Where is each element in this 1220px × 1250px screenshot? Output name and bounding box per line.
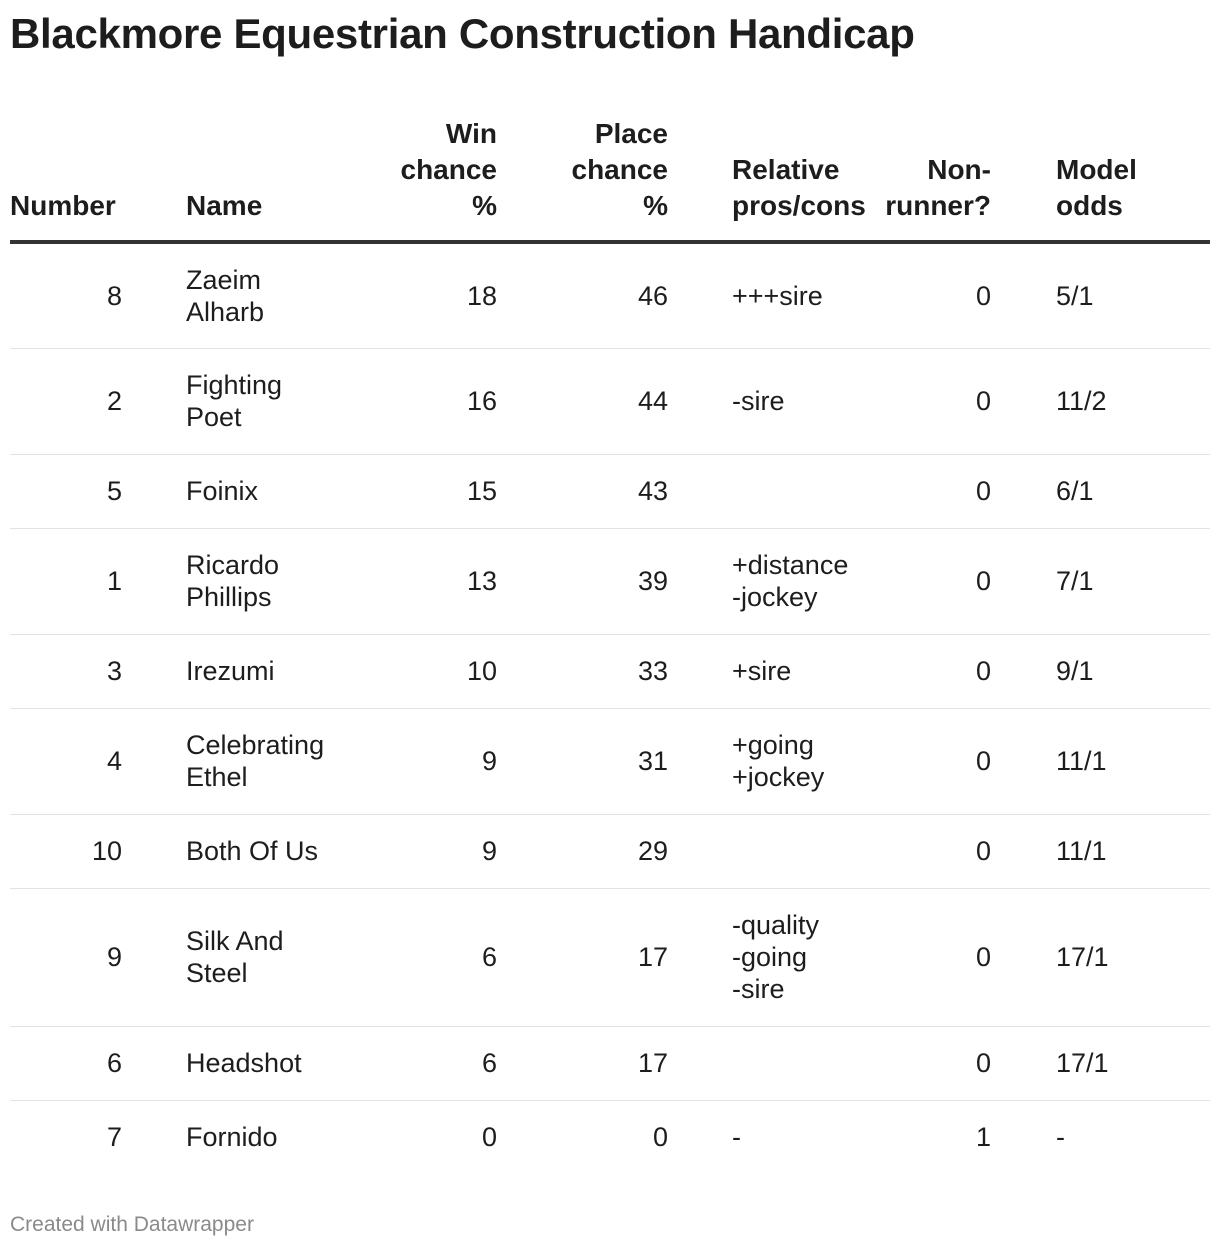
table-row: [10, 1100, 1210, 1174]
cell-non-runner: 0: [875, 528, 1016, 634]
cell-number: 5: [10, 454, 186, 528]
cell-number: 6: [10, 1026, 186, 1100]
cell-place-chance: 39: [497, 528, 668, 634]
table-row: [10, 454, 1210, 528]
cell-non-runner: 0: [875, 814, 1016, 888]
cell-number: 1: [10, 528, 186, 634]
cell-win-chance: 6: [360, 888, 497, 1026]
cell-non-runner: 0: [875, 634, 1016, 708]
table-row: [10, 814, 1210, 888]
header-place-chance[interactable]: Place chance %: [497, 116, 668, 242]
cell-win-chance: 6: [360, 1026, 497, 1100]
cell-name: Ricardo Phillips: [186, 528, 360, 634]
table-row: [10, 708, 1210, 814]
table-row: [10, 348, 1210, 454]
cell-win-chance: 10: [360, 634, 497, 708]
cell-model-odds: 17/1: [1016, 1026, 1210, 1100]
cell-pros-cons: +++sire: [668, 242, 875, 348]
race-table: [10, 116, 1210, 1174]
table-row: [10, 888, 1210, 1026]
cell-number: 4: [10, 708, 186, 814]
cell-win-chance: 15: [360, 454, 497, 528]
cell-non-runner: 1: [975, 1122, 991, 1153]
cell-number: 3: [10, 634, 186, 708]
cell-non-runner: 0: [875, 348, 1016, 454]
cell-number: 8: [10, 242, 186, 348]
cell-pros-cons: -sire: [668, 348, 875, 454]
cell-place-chance: 17: [497, 1026, 668, 1100]
cell-place-chance: 17: [497, 888, 668, 1026]
cell-non-runner: 0: [875, 888, 1016, 1026]
cell-win-chance: 16: [360, 348, 497, 454]
cell-win-chance: 0: [481, 1122, 497, 1153]
table-row: [10, 634, 1210, 708]
header-win-chance[interactable]: Win chance %: [360, 116, 497, 242]
cell-model-odds: 11/1: [1016, 814, 1210, 888]
cell-name: Zaeim Alharb: [186, 242, 360, 348]
header-number[interactable]: Number: [10, 116, 186, 242]
table-body: [10, 242, 1210, 1174]
cell-name: Headshot: [186, 1026, 360, 1100]
cell-model-odds: 5/1: [1016, 242, 1210, 348]
cell-number: 2: [10, 348, 186, 454]
cell-pros-cons: -: [732, 1122, 741, 1153]
cell-non-runner: 0: [875, 454, 1016, 528]
cell-place-chance: 33: [497, 634, 668, 708]
header-pros-cons[interactable]: Relative pros/cons: [668, 116, 875, 242]
cell-model-odds: 17/1: [1016, 888, 1210, 1026]
cell-place-chance: 43: [497, 454, 668, 528]
cell-place-chance: 46: [497, 242, 668, 348]
table-title: Blackmore Equestrian Construction Handicap: [10, 10, 915, 57]
cell-non-runner: 0: [875, 708, 1016, 814]
cell-pros-cons: [668, 814, 875, 888]
cell-model-odds: 6/1: [1016, 454, 1210, 528]
cell-win-chance: 13: [360, 528, 497, 634]
cell-model-odds: 11/2: [1016, 348, 1210, 454]
header-model-odds[interactable]: Model odds: [1016, 116, 1210, 242]
table-row: [10, 1026, 1210, 1100]
header-name[interactable]: Name: [186, 116, 360, 242]
cell-place-chance: 31: [497, 708, 668, 814]
cell-pros-cons: +distance -jockey: [668, 528, 875, 634]
cell-number: 7: [106, 1122, 122, 1153]
cell-name: Foinix: [186, 454, 360, 528]
cell-pros-cons: [668, 1026, 875, 1100]
cell-non-runner: 0: [875, 1026, 1016, 1100]
cell-win-chance: 9: [360, 708, 497, 814]
footer-credit: Created with Datawrapper: [10, 1213, 254, 1236]
cell-name: Silk And Steel: [186, 888, 360, 1026]
cell-number: 9: [10, 888, 186, 1026]
cell-win-chance: 9: [360, 814, 497, 888]
cell-name: Both Of Us: [186, 814, 360, 888]
cell-place-chance: 29: [497, 814, 668, 888]
cell-place-chance: 44: [497, 348, 668, 454]
table-row: [10, 242, 1210, 348]
header-row: [10, 116, 1210, 242]
cell-name: Irezumi: [186, 634, 360, 708]
cell-model-odds: 9/1: [1016, 634, 1210, 708]
cell-place-chance: 0: [652, 1122, 668, 1153]
cell-number: 10: [10, 814, 186, 888]
cell-pros-cons: +going +jockey: [668, 708, 875, 814]
cell-name: Fighting Poet: [186, 348, 360, 454]
cell-pros-cons: [668, 454, 875, 528]
cell-pros-cons: -quality -going -sire: [668, 888, 875, 1026]
cell-name: Celebrating Ethel: [186, 708, 360, 814]
table-row: [10, 528, 1210, 634]
cell-name: Fornido: [186, 1122, 278, 1153]
cell-win-chance: 18: [360, 242, 497, 348]
cell-model-odds: 11/1: [1016, 708, 1210, 814]
cell-pros-cons: +sire: [668, 634, 875, 708]
cell-non-runner: 0: [875, 242, 1016, 348]
header-non-runner[interactable]: Non- runner?: [875, 116, 1016, 242]
cell-model-odds: 7/1: [1016, 528, 1210, 634]
cell-model-odds: -: [1056, 1122, 1065, 1153]
